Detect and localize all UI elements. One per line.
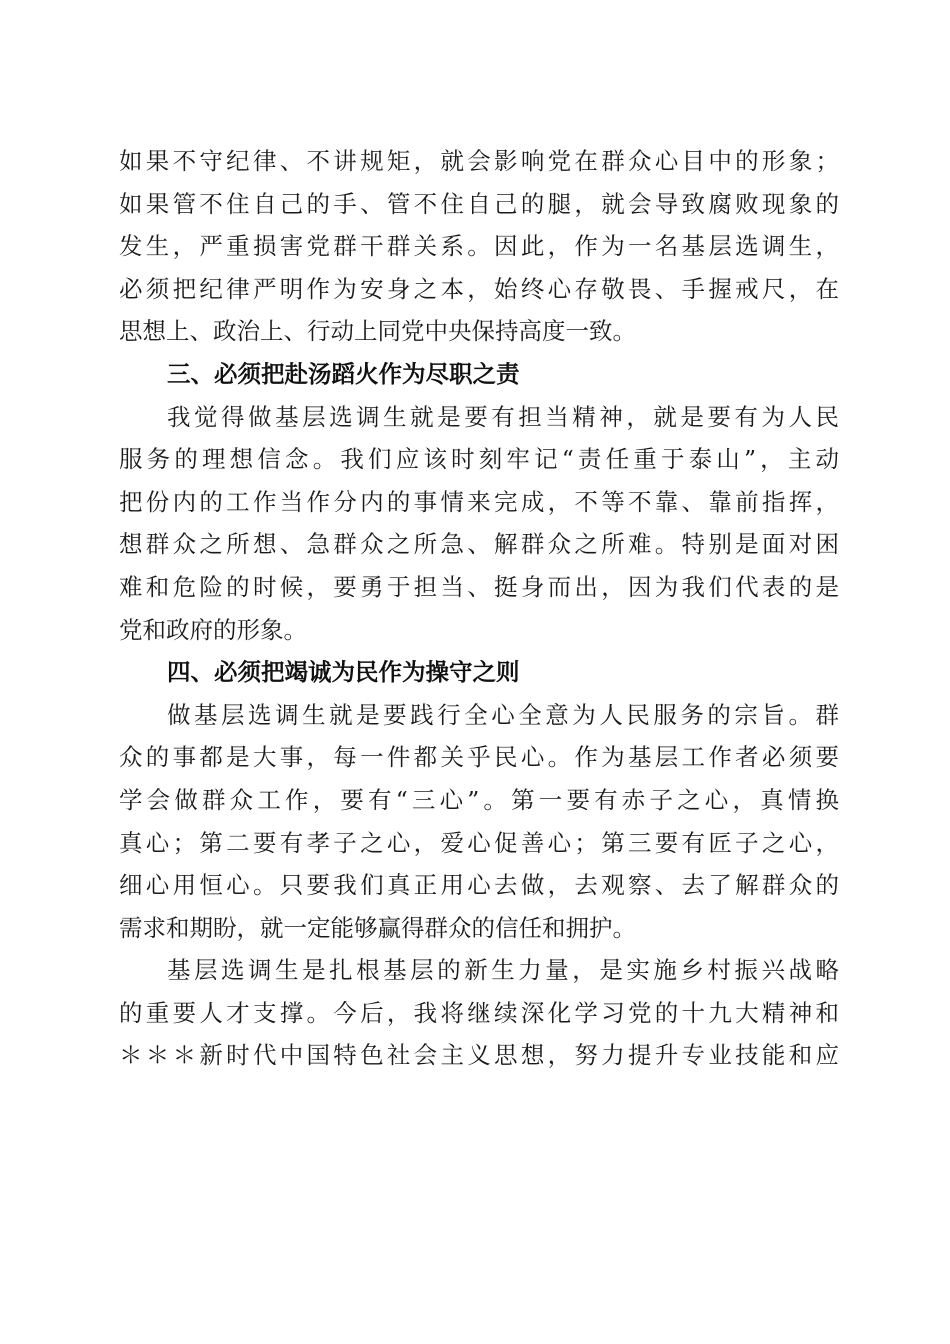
text-line: 难和危险的时候，要勇于担当、挺身而出，因为我们代表的是: [119, 572, 839, 601]
text-line: 需求和期盼，就一定能够赢得群众的信任和拥护。: [119, 913, 636, 942]
section-heading: 三、必须把赴汤蹈火作为尽职之责: [167, 359, 520, 388]
text-line: 学会做群众工作，要有“三心”。第一要有赤子之心，真情换: [119, 785, 839, 814]
paragraph-continued: [119, 140, 839, 353]
section-three: [119, 353, 839, 651]
text-line: 把份内的工作当作分内的事情来完成，不等不靠、靠前指挥，: [119, 487, 839, 516]
text-line: 想群众之所想、急群众之所急、解群众之所难。特别是面对困: [119, 530, 839, 559]
text-line: 细心用恒心。只要我们真正用心去做，去观察、去了解群众的: [119, 871, 839, 900]
text-line: 如果管不住自己的手、管不住自己的腿，就会导致腐败现象的: [119, 189, 839, 218]
text-line: 如果不守纪律、不讲规矩，就会影响党在群众心目中的形象；: [119, 147, 839, 175]
text-line: 党和政府的形象。: [119, 615, 307, 644]
text-line: 服务的理想信念。我们应该时刻牢记“责任重于泰山”，主动: [119, 445, 839, 474]
text-line: 的重要人才支撑。今后，我将继续深化学习党的十九大精神和: [119, 998, 839, 1027]
text-line: 必须把纪律严明作为安身之本，始终心存敬畏、手握戒尺，在: [119, 274, 839, 303]
text-line: 众的事都是大事，每一件都关乎民心。作为基层工作者必须要: [119, 743, 839, 772]
text-line: ＊＊＊新时代中国特色社会主义思想，努力提升专业技能和应: [119, 1041, 839, 1070]
text-line: 做基层选调生就是要践行全心全意为人民服务的宗旨。群: [167, 700, 839, 729]
text-line: 发生，严重损害党群干群关系。因此，作为一名基层选调生，: [119, 232, 839, 261]
text-line: 我觉得做基层选调生就是要有担当精神，就是要有为人民: [167, 402, 839, 431]
text-line: 真心；第二要有孝子之心，爱心促善心；第三要有匠子之心，: [119, 828, 839, 857]
section-four: [119, 651, 839, 949]
section-heading: 四、必须把竭诚为民作为操守之则: [167, 658, 520, 687]
text-line: 思想上、政治上、行动上同党中央保持高度一致。: [119, 317, 636, 346]
text-line: 基层选调生是扎根基层的新生力量，是实施乡村振兴战略: [167, 956, 839, 985]
document-body: [119, 140, 839, 1077]
closing-paragraph: [119, 949, 839, 1077]
